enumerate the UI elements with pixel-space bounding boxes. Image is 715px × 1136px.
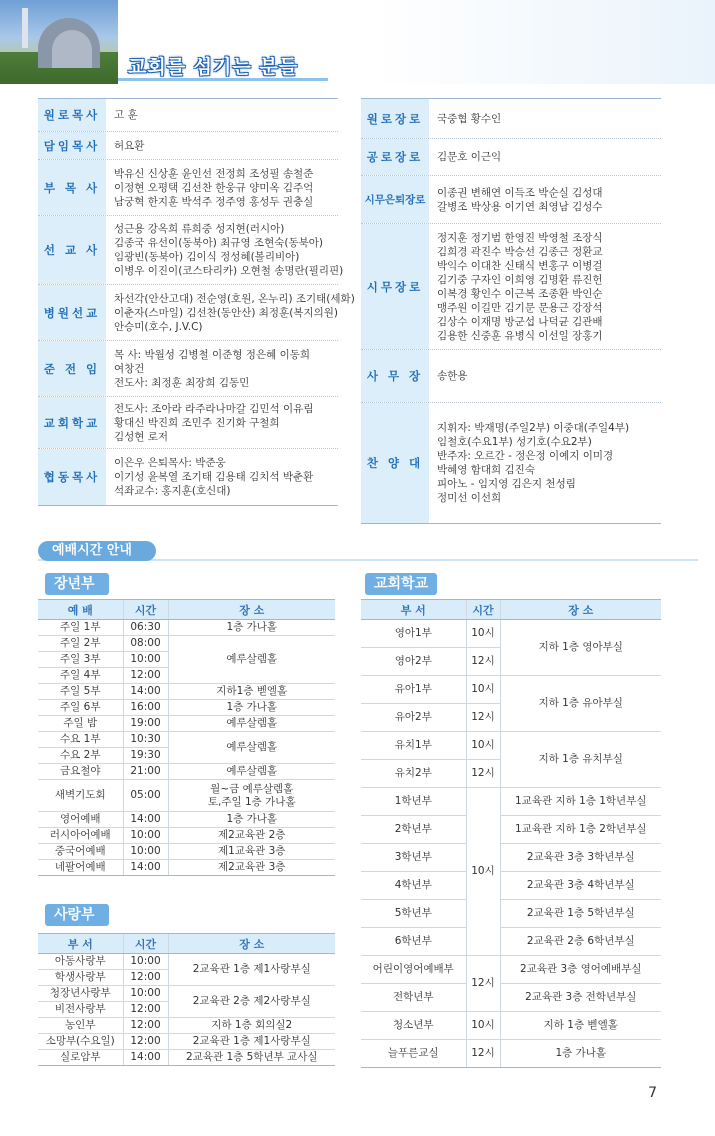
table-row: 주일 3부 10:00	[38, 652, 335, 668]
table-row: 네팔어예배 14:00 제2교육관 3층	[38, 860, 335, 876]
table-row: 주일 밤 19:00 예루살렘홀	[38, 716, 335, 732]
sarang-schedule-table	[38, 933, 335, 1066]
staff-names: 국중협 황수인	[437, 112, 502, 125]
col-header: 장 소	[168, 600, 335, 620]
table-row: 유아2부 12시	[361, 704, 661, 732]
staff-label: 부 목 사	[38, 160, 106, 215]
table-row: 청소년부 10시 지하 1층 벧엘홀	[361, 1012, 661, 1040]
table-row: 전학년부 2교육관 3층 전학년부실	[361, 984, 661, 1012]
staff-names: 이종권 변해연 이득조 박순실 김성대 갈병조 박상용 이기연 최영남 김성수	[437, 186, 603, 213]
staff-row	[38, 160, 338, 216]
table-row: 유치1부 10시 지하 1층 유치부실	[361, 732, 661, 760]
table-row: 농인부 12:00 지하 1층 회의실2	[38, 1018, 335, 1034]
staff-row	[38, 285, 355, 341]
table-row: 3학년부 2교육관 3층 3학년부실	[361, 844, 661, 872]
staff-names: 이은우 은퇴목사: 박준웅 이기성 윤복열 조기태 김용태 김치석 박춘환 석좌교수: 홍지훈(호신대)	[114, 457, 314, 497]
table-row: 새벽기도회 05:00 월~금 예루살렘홀 토,주일 1층 가나홀	[38, 780, 335, 812]
staff-label: 시무장로	[361, 224, 429, 349]
table-row: 주일 5부 14:00 지하1층 벧엘홀	[38, 684, 335, 700]
staff-row	[38, 216, 344, 285]
staff-label: 찬 양 대	[361, 403, 429, 523]
staff-row	[38, 132, 338, 160]
col-header: 시간	[466, 600, 500, 620]
table-row: 금요철야 21:00 예루살렘홀	[38, 764, 335, 780]
table-row: 1학년부 10시 1교육관 지하 1층 1학년부실	[361, 788, 661, 816]
table-row: 학생사랑부 12:00	[38, 970, 335, 986]
adult-schedule-table	[38, 599, 335, 876]
staff-row	[361, 99, 661, 139]
staff-label: 담임목사	[38, 132, 106, 159]
col-header: 시간	[123, 600, 168, 620]
staff-names: 김문호 이근익	[437, 151, 502, 163]
staff-label: 시무은퇴장로	[361, 176, 429, 223]
table-row: 아동사랑부 10:00 2교육관 1층 제1사랑부실	[38, 954, 335, 970]
staff-names: 허요환	[114, 139, 145, 152]
staff-row	[361, 139, 661, 176]
staff-names: 정지훈 정기범 한영진 박영철 조장식 김희경 곽진수 박승선 김종근 정환교 박익수 이대찬 신태식 변홍구 이병걸 김기중 구자인 이희영 김명환 류진헌 이복경 황인수 이근복 조종환 박인순 맹주원 이길만 김기문 문용근 강장석 김상수 이재명 방군섭 나덕균 김관배 김용한 신중훈 유병식 이선일 장홍기	[437, 231, 603, 342]
worship-times-banner: 예배시간 안내	[38, 541, 156, 561]
staff-table-left	[38, 98, 355, 506]
table-row: 수요 1부 10:30 예루살렘홀	[38, 732, 335, 748]
staff-names: 전도사: 조아라 라주라나마갈 김민석 이유림 황대신 박진희 조민주 진기화 구철희 김성현 로저	[114, 402, 314, 443]
staff-label: 공로장로	[361, 139, 429, 175]
staff-names: 송한용	[437, 370, 468, 382]
table-row: 수요 2부 19:30	[38, 748, 335, 764]
table-row: 유치2부 12시	[361, 760, 661, 788]
table-row: 비전사랑부 12:00	[38, 1002, 335, 1018]
staff-names: 성근용 강옥희 류희중 성지현(러시아) 김종국 유선이(동북아) 최규영 조현숙(동북아) 임광빈(동북아) 김이식 정성혜(볼리비아) 이병우 이진이(코스타리카) 오현철 송명란(필리핀)	[114, 223, 344, 277]
table-row: 5학년부 2교육관 1층 5학년부실	[361, 900, 661, 928]
staff-label: 협동목사	[38, 449, 106, 505]
staff-names: 차선각(안산고대) 전순영(호원, 온누리) 조기태(세화) 이춘자(스마일) 김선찬(동안산) 최정훈(복지의원) 안승미(호수, J.V.C)	[114, 292, 355, 333]
staff-names: 고 훈	[114, 109, 138, 121]
table-row: 늘푸른교실 12시 1층 가나홀	[361, 1040, 661, 1068]
title-underline	[118, 78, 328, 81]
church-photo	[0, 0, 118, 84]
table-row: 실로암부 14:00 2교육관 1층 5학년부 교사실	[38, 1050, 335, 1066]
table-row: 주일 4부 12:00	[38, 668, 335, 684]
staff-row	[38, 99, 338, 132]
staff-row	[361, 176, 661, 224]
table-row: 주일 1부 06:30 1층 가나홀	[38, 620, 335, 636]
table-row: 중국어예배 10:00 제1교육관 3층	[38, 844, 335, 860]
school-schedule-table	[361, 599, 661, 1068]
staff-label: 병원선교	[38, 285, 106, 340]
table-row: 영아1부 10시 지하 1층 영아부실	[361, 620, 661, 648]
table-row: 청장년사랑부 10:00 2교육관 2층 제2사랑부실	[38, 986, 335, 1002]
col-header: 장 소	[168, 934, 335, 954]
col-header: 예 배	[38, 600, 123, 620]
staff-row	[361, 224, 661, 350]
staff-names: 박유신 신상훈 윤인선 전정희 조성필 송철준 이정현 오평택 김선찬 한웅규 양미옥 김주억 남궁혁 한지훈 박석주 정주영 홍성두 권충실	[114, 167, 314, 208]
page-title: 교회를 섬기는 분들	[128, 56, 299, 78]
col-header: 부 서	[38, 934, 123, 954]
page-number: 7	[648, 1085, 657, 1101]
table-row: 영어예배 14:00 1층 가나홀	[38, 812, 335, 828]
table-row: 유아1부 10시 지하 1층 유아부실	[361, 676, 661, 704]
staff-label: 선 교 사	[38, 216, 106, 284]
table-row: 6학년부 2교육관 2층 6학년부실	[361, 928, 661, 956]
staff-row	[38, 449, 338, 505]
adult-section-title: 장년부	[45, 573, 109, 595]
staff-row	[361, 350, 661, 403]
table-row: 4학년부 2교육관 3층 4학년부실	[361, 872, 661, 900]
staff-label: 사 무 장	[361, 350, 429, 402]
table-row: 러시아어예배 10:00 제2교육관 2층	[38, 828, 335, 844]
table-row: 영아2부 12시	[361, 648, 661, 676]
sarang-section-title: 사랑부	[45, 904, 109, 926]
table-row: 주일 2부 08:00 예루살렘홀	[38, 636, 335, 652]
staff-row	[38, 397, 338, 449]
staff-label: 준 전 임	[38, 341, 106, 396]
staff-row	[38, 341, 338, 397]
staff-label: 교회학교	[38, 397, 106, 448]
staff-names: 목 사: 박월성 김병철 이준형 정은혜 이동희 여창건 전도사: 최정훈 최장희 김동민	[114, 348, 310, 389]
staff-label: 원로장로	[361, 99, 429, 138]
table-row: 2학년부 1교육관 지하 1층 2학년부실	[361, 816, 661, 844]
staff-names: 지휘자: 박재명(주일2부) 이중대(주일4부) 임철호(수요1부) 성기호(수요2부) 반주자: 오르간 - 정은정 이예지 이미경 박혜영 함대희 김진숙 피아노 - 임지영 김은지 천성림 정미선 이선희	[437, 422, 630, 504]
table-row: 소망부(수요일) 12:00 2교육관 1층 제1사랑부실	[38, 1034, 335, 1050]
col-header: 시간	[123, 934, 168, 954]
school-section-title: 교회학교	[365, 573, 437, 595]
staff-row	[361, 403, 661, 523]
page-header	[0, 0, 715, 84]
col-header: 장 소	[500, 600, 661, 620]
table-row: 주일 6부 16:00 1층 가나홀	[38, 700, 335, 716]
table-row: 어린이영어예배부 12시 2교육관 3층 영어예배부실	[361, 956, 661, 984]
staff-label: 원로목사	[38, 99, 106, 131]
col-header: 부 서	[361, 600, 466, 620]
staff-table-right	[361, 98, 661, 524]
